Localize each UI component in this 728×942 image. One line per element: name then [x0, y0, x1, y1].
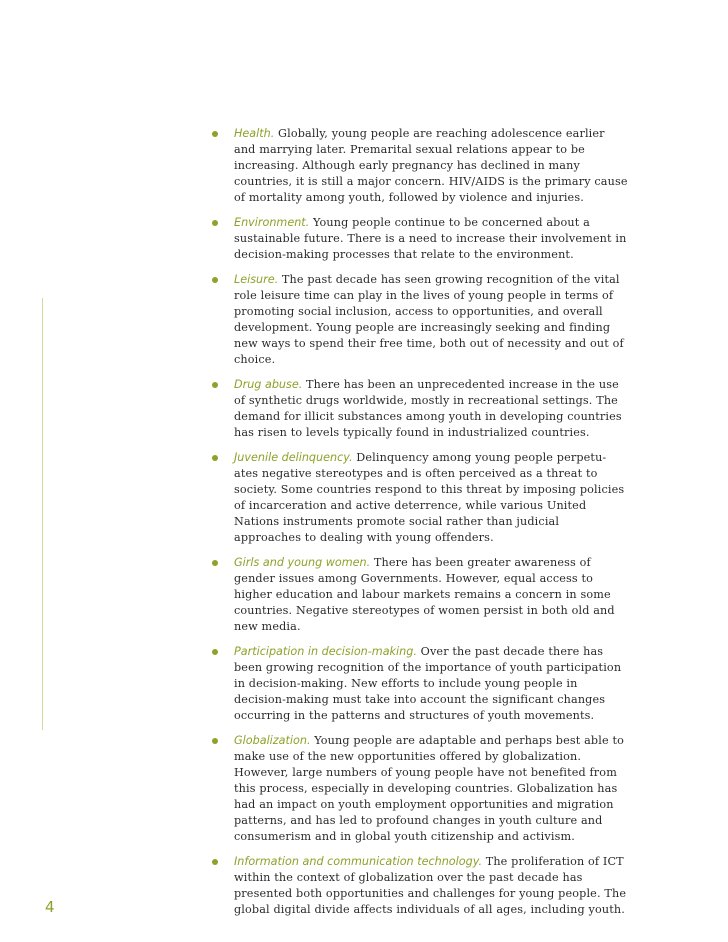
- item-heading: Leisure.: [234, 273, 279, 287]
- bullet-dot-icon: [212, 131, 218, 137]
- item-heading: Girls and young women.: [234, 556, 371, 570]
- item-heading: Participation in decision-making.: [234, 645, 417, 659]
- list-item: [212, 644, 628, 724]
- item-body: The proliferation of ICT within the context of globalization over the past decade has presented both opportunities and challenges for young people. The global digital divide affects individuals of all ages, including youth.: [234, 855, 627, 916]
- bullet-dot-icon: [212, 277, 218, 283]
- item-body: Delinquency among young people perpetu-ates negative stereotypes and is often perceived as a threat to society. Some countries respond to this threat by imposing policies of incarceration and active deterrence, while various United Nations instruments promote social rather than judicial approaches to dealing with young offenders.: [234, 451, 625, 544]
- item-body: Globally, young people are reaching adolescence earlier and marrying later. Premarital sexual relations appear to be increasing. Although early pregnancy has declined in many countries, it is still a major concern. HIV/AIDS is the primary cause of mortality among youth, followed by violence and injuries.: [234, 127, 628, 204]
- list-item: [212, 450, 628, 545]
- item-body: There has been an unprecedented increase in the use of synthetic drugs worldwide, mostly in recreational settings. The demand for illicit substances among youth in developing countries has risen to levels typically found in industrialized countries.: [234, 378, 622, 439]
- item-body: Young people continue to be concerned about a sustainable future. There is a need to increase their involvement in decision-making processes that relate to the environment.: [234, 216, 627, 261]
- item-body: There has been greater awareness of gender issues among Governments. However, equal access to higher education and labour markets remains a concern in some countries. Negative stereotypes of women persist in both old and new media.: [234, 556, 615, 633]
- bullet-dot-icon: [212, 382, 218, 388]
- bullet-dot-icon: [212, 560, 218, 566]
- item-body: The past decade has seen growing recognition of the vital role leisure time can play in the lives of young people in terms of promoting social inclusion, access to opportunities, and overall development. Young people are increasingly seeking and finding new ways to spend their free time, both out of necessity and out of choice.: [234, 273, 624, 366]
- bullet-dot-icon: [212, 220, 218, 226]
- priority-areas-list: [212, 126, 628, 927]
- margin-rule: [42, 298, 43, 730]
- list-item: [212, 215, 628, 263]
- list-item: [212, 272, 628, 367]
- item-heading: Information and communication technology.: [234, 855, 482, 869]
- list-item: [212, 854, 628, 918]
- item-body: Over the past decade there has been growing recognition of the importance of youth participation in decision-making. New efforts to include young people in decision-making must take into account the significant changes occurring in the patterns and structures of youth movements.: [234, 645, 622, 722]
- list-item: [212, 126, 628, 206]
- item-heading: Environment.: [234, 216, 310, 230]
- list-item: [212, 733, 628, 844]
- list-item: [212, 555, 628, 635]
- item-heading: Juvenile delinquency.: [234, 451, 353, 465]
- item-heading: Drug abuse.: [234, 378, 303, 392]
- item-heading: Globalization.: [234, 734, 311, 748]
- item-heading: Health.: [234, 127, 275, 140]
- list-item: [212, 377, 628, 441]
- bullet-dot-icon: [212, 859, 218, 865]
- bullet-dot-icon: [212, 455, 218, 461]
- bullet-dot-icon: [212, 738, 218, 744]
- bullet-dot-icon: [212, 649, 218, 655]
- item-body: Young people are adaptable and perhaps best able to make use of the new opportunities offered by globalization. However, large numbers of young people have not benefited from this process, especially in developing countries. Globalization has had an impact on youth employment opportunities and migration patterns, and has led to profound changes in youth culture and consumerism and in global youth citizenship and activism.: [234, 734, 624, 843]
- page-number: 4: [45, 898, 55, 916]
